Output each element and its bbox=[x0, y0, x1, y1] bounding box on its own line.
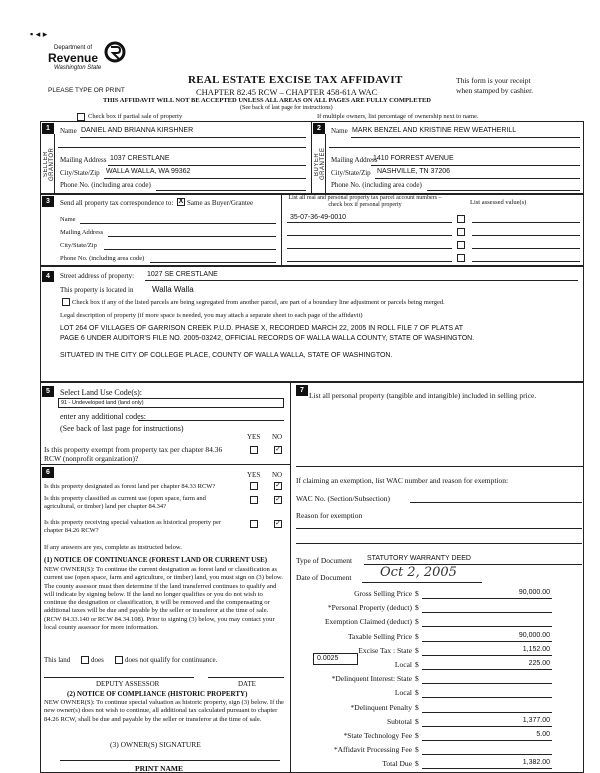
buyer-city[interactable]: NASHVILLE, TN 37206 bbox=[377, 168, 451, 175]
parcel-line-3 bbox=[287, 248, 452, 249]
personal-property-label: List all personal property (tangible and intangible) included in selling price. bbox=[309, 391, 537, 400]
legal-label: Legal description of property (if more space is needed, you may attach a separate sheet to each page of the affidavit) bbox=[60, 312, 363, 319]
same-as-buyer-checkbox[interactable]: X bbox=[178, 198, 184, 205]
tax-row-label: Subtotal bbox=[386, 717, 412, 726]
receipt-line2: when stamped by cashier. bbox=[456, 86, 534, 95]
tax-dollar-sign: $ bbox=[415, 660, 419, 669]
notice2-body: NEW OWNER(S): To continue special valuation as historic property, sign (3) below. If the new owner(s) does not wish to continue, all additional tax calculated pursuant to chapter 84.26 RCW, shall be due and payable by the seller or transferor at the time of sale. bbox=[44, 699, 284, 723]
tax-value-line bbox=[422, 768, 552, 769]
tax-value-line bbox=[422, 683, 552, 684]
exemption-label: If claiming an exemption, list WAC number and reason for exemption: bbox=[296, 476, 509, 485]
parcel-line-1 bbox=[287, 222, 452, 223]
tax-row-value[interactable]: 1,377.00 bbox=[522, 717, 550, 724]
doc-type-label: Type of Document bbox=[296, 556, 353, 565]
buyer-mail[interactable]: 1410 FORREST AVENUE bbox=[373, 155, 454, 162]
buyer-phone-label: Phone No. (including area code) bbox=[331, 181, 422, 189]
forest-question: Is this property designated as forest land per chapter 84.33 RCW? bbox=[44, 483, 216, 490]
dept-logo bbox=[48, 43, 138, 77]
owner-signature-line bbox=[60, 760, 280, 761]
additional-codes-line bbox=[138, 420, 284, 421]
section-2-number: 2 bbox=[313, 123, 325, 134]
buyer-phone-line bbox=[427, 190, 580, 191]
additional-codes-label: enter any additional codes: bbox=[60, 412, 146, 421]
date-label: DATE bbox=[238, 680, 256, 688]
buyer-extra-line bbox=[329, 147, 580, 148]
tax-value-line bbox=[422, 726, 552, 727]
tax-row-value[interactable]: 5.00 bbox=[536, 731, 550, 738]
deputy-label: DEPUTY ASSESSOR bbox=[96, 680, 160, 688]
buyer-city-line bbox=[375, 178, 580, 179]
personal-property-checkbox-3[interactable] bbox=[457, 241, 465, 249]
form-warning: THIS AFFIDAVIT WILL NOT BE ACCEPTED UNLESS ALL AREAS ON ALL PAGES ARE FULLY COMPLETED bbox=[103, 97, 431, 104]
revenue-logo-icon bbox=[104, 41, 126, 63]
section-4-box bbox=[40, 266, 584, 382]
current-use-question: Is this property classified as current use (open space, farm and agricultural, or timber) land per chapter 84.34? bbox=[44, 495, 206, 510]
tax-row-label: Exemption Claimed (deduct) bbox=[324, 617, 412, 626]
s5-no-header: NO bbox=[272, 433, 283, 441]
seller-name[interactable]: DANIEL AND BRIANNA KIRSHNER bbox=[81, 127, 194, 134]
section-5-number: 5 bbox=[42, 386, 54, 397]
tax-row-label: Excise Tax : State bbox=[358, 646, 412, 655]
tax-row-value[interactable]: 1,382.00 bbox=[522, 759, 550, 766]
legal-line-3[interactable]: SITUATED IN THE CITY OF COLLEGE PLACE, COUNTY OF WALLA WALLA, STATE OF WASHINGTON. bbox=[60, 352, 393, 359]
tax-row-label: Local bbox=[394, 660, 412, 669]
seller-mail-label: Mailing Address bbox=[60, 156, 107, 164]
wac-line bbox=[410, 502, 582, 503]
divider-1-2 bbox=[311, 121, 312, 194]
tax-value-line bbox=[422, 669, 552, 670]
tax-row-value[interactable]: 90,000.00 bbox=[518, 589, 550, 596]
tax-value-line bbox=[422, 626, 552, 627]
buyer-name[interactable]: MARK BENZEL AND KRISTINE REW WEATHERILL bbox=[352, 127, 517, 134]
tax-dollar-sign: $ bbox=[415, 717, 419, 726]
legal-line-2[interactable]: PAGE 6 UNDER AUDITOR'S FILE NO. 2005-03242, OFFICIAL RECORDS OF WALLA WALLA COUNTY, STATE OF WASHINGTON. bbox=[60, 335, 475, 342]
tax-value-line bbox=[422, 754, 552, 755]
land-use-label: Select Land Use Code(s): bbox=[60, 388, 142, 397]
buyer-city-label: City/State/Zip bbox=[331, 169, 371, 177]
tax-value-line bbox=[422, 612, 552, 613]
seller-mail[interactable]: 1037 CRESTLANE bbox=[110, 155, 170, 162]
s3-name-line bbox=[80, 223, 276, 224]
historic-yes-checkbox[interactable] bbox=[250, 520, 258, 528]
exempt-question: Is this property exempt from property tax per chapter 84.36 RCW (nonprofit organization)? bbox=[44, 445, 223, 463]
assessed-line-2 bbox=[472, 235, 580, 236]
buyer-name-label: Name bbox=[331, 127, 348, 135]
form-title: REAL ESTATE EXCISE TAX AFFIDAVIT bbox=[188, 74, 403, 86]
send-correspondence-label: Send all property tax correspondence to: bbox=[60, 199, 174, 207]
s7-divider bbox=[296, 466, 584, 467]
multiple-owners-note: If multiple owners, list percentage of ownership next to name. bbox=[317, 113, 479, 120]
tax-dollar-sign: $ bbox=[415, 688, 419, 697]
s6-no-header: NO bbox=[272, 471, 283, 479]
s3-city-line bbox=[104, 249, 276, 250]
parcel-line-4 bbox=[287, 261, 452, 262]
does-not-label: does not qualify for continuance. bbox=[125, 656, 218, 664]
street-address[interactable]: 1027 SE CRESTLANE bbox=[147, 271, 218, 278]
segregated-checkbox[interactable] bbox=[62, 298, 70, 306]
personal-property-checkbox-4[interactable] bbox=[457, 254, 465, 262]
personal-property-checkbox-2[interactable] bbox=[457, 228, 465, 236]
same-as-buyer-label: Same as Buyer/Grantee bbox=[187, 199, 254, 207]
tax-value-line bbox=[422, 697, 552, 698]
s3-mail-label: Mailing Address bbox=[60, 229, 104, 236]
section-3-number: 3 bbox=[42, 196, 54, 207]
s5-s6-divider bbox=[40, 464, 290, 465]
tax-dollar-sign: $ bbox=[415, 632, 419, 641]
tax-row-label: Taxable Selling Price bbox=[347, 632, 412, 641]
land-use-value: 91 - Undeveloped land (land only) bbox=[61, 400, 144, 406]
s6-yes-header: YES bbox=[247, 471, 261, 479]
located-label: This property is located in bbox=[60, 286, 134, 294]
s3-mail-line bbox=[108, 236, 276, 237]
tax-row-value[interactable]: 90,000.00 bbox=[518, 632, 550, 639]
street-label: Street address of property: bbox=[60, 272, 135, 280]
street-line bbox=[145, 280, 578, 281]
seller-mail-line bbox=[108, 165, 306, 166]
section-6-number: 6 bbox=[42, 467, 54, 478]
tax-value-line bbox=[422, 740, 552, 741]
tax-row-label: *Delinquent Interest: State bbox=[331, 674, 412, 683]
date-line bbox=[208, 677, 284, 678]
parcel-number-1[interactable]: 35-07-36-49-0010 bbox=[290, 214, 347, 221]
legal-line-1[interactable]: LOT 264 OF VILLAGES OF GARRISON CREEK P.U.D. PHASE X, RECORDED MARCH 22, 2005 IN ROLL FILE 7 OF PLATS AT bbox=[60, 325, 464, 332]
print-name-label: PRINT NAME bbox=[135, 764, 183, 773]
tax-dollar-sign: $ bbox=[415, 745, 419, 754]
assessed-line-3 bbox=[472, 248, 580, 249]
s3-name-label: Name bbox=[60, 216, 76, 223]
tax-dollar-sign: $ bbox=[415, 703, 419, 712]
wac-label: WAC No. (Section/Subsection) bbox=[296, 494, 390, 503]
section3-divider bbox=[281, 194, 282, 266]
tax-value-line bbox=[422, 598, 552, 599]
seller-city[interactable]: WALLA WALLA, WA 99362 bbox=[106, 168, 191, 175]
assessed-line-4 bbox=[472, 261, 580, 262]
owner-signature-label: (3) OWNER(S) SIGNATURE bbox=[110, 740, 201, 749]
notice1-body: NEW OWNER(S): To continue the current designation as forest land or classification as current use (open space, farm and agriculture, or timber) land, you must sign on (3) below. The county assessor must then determine if the land transferred continues to qualify and will indicate by signing below. If the land no longer qualifies or you do not wish to continue the designation or classification, it will be removed and the compensating or additional taxes will be due and payable by the seller or transferor at the time of sale. (RCW 84.33.140 or RCW 84.34.108). Prior to signing (3) below, you may contact your local county assessor for more information. bbox=[44, 566, 283, 632]
parcel-line-2 bbox=[287, 235, 452, 236]
historic-no-checkbox[interactable]: ✓ bbox=[275, 520, 281, 527]
buyer-side-label: BUYER GRANTEE bbox=[314, 147, 326, 181]
s5-yes-header: YES bbox=[247, 433, 261, 441]
doc-date-handwritten[interactable]: Oct 2, 2005 bbox=[380, 565, 457, 580]
seller-phone-line bbox=[156, 190, 306, 191]
section-1-number: 1 bbox=[42, 123, 54, 134]
reason-line-1 bbox=[296, 528, 582, 529]
tax-row-label: *Personal Property (deduct) bbox=[327, 603, 412, 612]
tax-dollar-sign: $ bbox=[415, 589, 419, 598]
does-not-checkbox[interactable] bbox=[115, 656, 123, 664]
reason-label: Reason for exemption bbox=[296, 511, 363, 520]
forest-yes-checkbox[interactable] bbox=[250, 482, 258, 490]
forest-no-checkbox[interactable]: ✓ bbox=[275, 482, 281, 489]
located-county[interactable]: Walla Walla bbox=[152, 285, 194, 294]
exempt-no-checkbox[interactable]: ✓ bbox=[275, 446, 281, 453]
seller-extra-line bbox=[58, 147, 306, 148]
tax-row-label: *State Technology Fee bbox=[343, 731, 412, 740]
assessed-line-1 bbox=[472, 222, 580, 223]
form-chapters: CHAPTER 82.45 RCW – CHAPTER 458-61A WAC bbox=[196, 87, 378, 97]
partial-sale-label: Check box if partial sale of property bbox=[88, 113, 183, 120]
seller-side-label: SELLER GRANTOR bbox=[43, 147, 55, 181]
dept-line2: Revenue bbox=[48, 51, 99, 65]
tax-value-line bbox=[422, 655, 552, 656]
this-land-label: This land bbox=[44, 656, 71, 664]
doc-date-label: Date of Document bbox=[296, 573, 352, 582]
tax-row-label: Gross Selling Price bbox=[354, 589, 412, 598]
deputy-line bbox=[44, 677, 194, 678]
seller-name-label: Name bbox=[60, 127, 77, 135]
tax-row-value[interactable]: 1,152.00 bbox=[522, 646, 550, 653]
tax-dollar-sign: $ bbox=[415, 646, 419, 655]
exempt-yes-checkbox[interactable] bbox=[250, 446, 258, 454]
personal-property-checkbox-1[interactable] bbox=[457, 215, 465, 223]
tax-dollar-sign: $ bbox=[415, 617, 419, 626]
tax-dollar-sign: $ bbox=[415, 603, 419, 612]
tax-dollar-sign: $ bbox=[415, 731, 419, 740]
tax-row-label: Total Due bbox=[382, 759, 412, 768]
seller-name-line bbox=[80, 137, 306, 138]
segregated-label: Check box if any of the listed parcels are being segregated from another parcel, are part of a boundary line adjustment or parcels being merged. bbox=[72, 299, 445, 306]
tax-row-label: Local bbox=[394, 688, 412, 697]
current-use-no-checkbox[interactable]: ✓ bbox=[275, 496, 281, 503]
local-rate: 0.0025 bbox=[317, 655, 339, 662]
parcel-header: List all real and personal property tax parcel account numbers – check box if personal property bbox=[288, 195, 442, 208]
section-4-number: 4 bbox=[42, 271, 54, 282]
tax-row-label: *Affidavit Processing Fee bbox=[333, 745, 412, 754]
doc-type-value[interactable]: STATUTORY WARRANTY DEED bbox=[367, 555, 471, 562]
buyer-mail-label: Mailing Address bbox=[331, 156, 378, 164]
if-yes-note: If any answers are yes, complete as instructed below. bbox=[44, 544, 182, 551]
tax-row-label: *Delinquent Penalty bbox=[350, 703, 412, 712]
doc-date-line bbox=[362, 582, 482, 583]
tax-value-line bbox=[422, 712, 552, 713]
tax-row-value[interactable]: 225.00 bbox=[528, 660, 550, 667]
scan-marks: ▪ ◂ ▸ bbox=[30, 29, 48, 39]
reason-line-2 bbox=[296, 543, 582, 544]
seller-city-label: City/State/Zip bbox=[60, 169, 100, 177]
buyer-name-line bbox=[351, 137, 580, 138]
see-back-s5: (See back of last page for instructions) bbox=[60, 424, 184, 433]
see-back-top: (See back of last page for instructions) bbox=[240, 105, 333, 111]
s3-city-label: City/State/Zip bbox=[60, 242, 97, 249]
does-label: does bbox=[91, 656, 104, 664]
does-checkbox[interactable] bbox=[81, 656, 89, 664]
tax-dollar-sign: $ bbox=[415, 674, 419, 683]
assessed-header: List assessed value(s) bbox=[470, 199, 527, 206]
s3-phone-line bbox=[150, 262, 276, 263]
lower-divider bbox=[290, 382, 291, 773]
receipt-line1: This form is your receipt bbox=[456, 76, 531, 85]
dept-line1: Department of bbox=[54, 45, 93, 51]
buyer-mail-line bbox=[371, 165, 580, 166]
seller-phone-label: Phone No. (including area code) bbox=[60, 181, 151, 189]
land-use-select[interactable] bbox=[58, 398, 284, 408]
s3-phone-label: Phone No. (including area code) bbox=[60, 255, 145, 262]
tax-value-line bbox=[422, 641, 552, 642]
current-use-yes-checkbox[interactable] bbox=[250, 496, 258, 504]
please-type: PLEASE TYPE OR PRINT bbox=[48, 87, 125, 94]
historic-question: Is this property receiving special valuation as historical property per chapter 84.26 RCW? bbox=[44, 519, 222, 534]
seller-city-line bbox=[104, 178, 306, 179]
tax-dollar-sign: $ bbox=[415, 759, 419, 768]
notice2-title: (2) NOTICE OF COMPLIANCE (HISTORIC PROPERTY) bbox=[67, 690, 248, 698]
partial-sale-checkbox[interactable] bbox=[77, 113, 85, 121]
section-7-number: 7 bbox=[296, 385, 308, 396]
notice1-title: (1) NOTICE OF CONTINUANCE (FOREST LAND OR CURRENT USE) bbox=[44, 556, 268, 564]
dept-line3: Washington State bbox=[54, 65, 102, 71]
